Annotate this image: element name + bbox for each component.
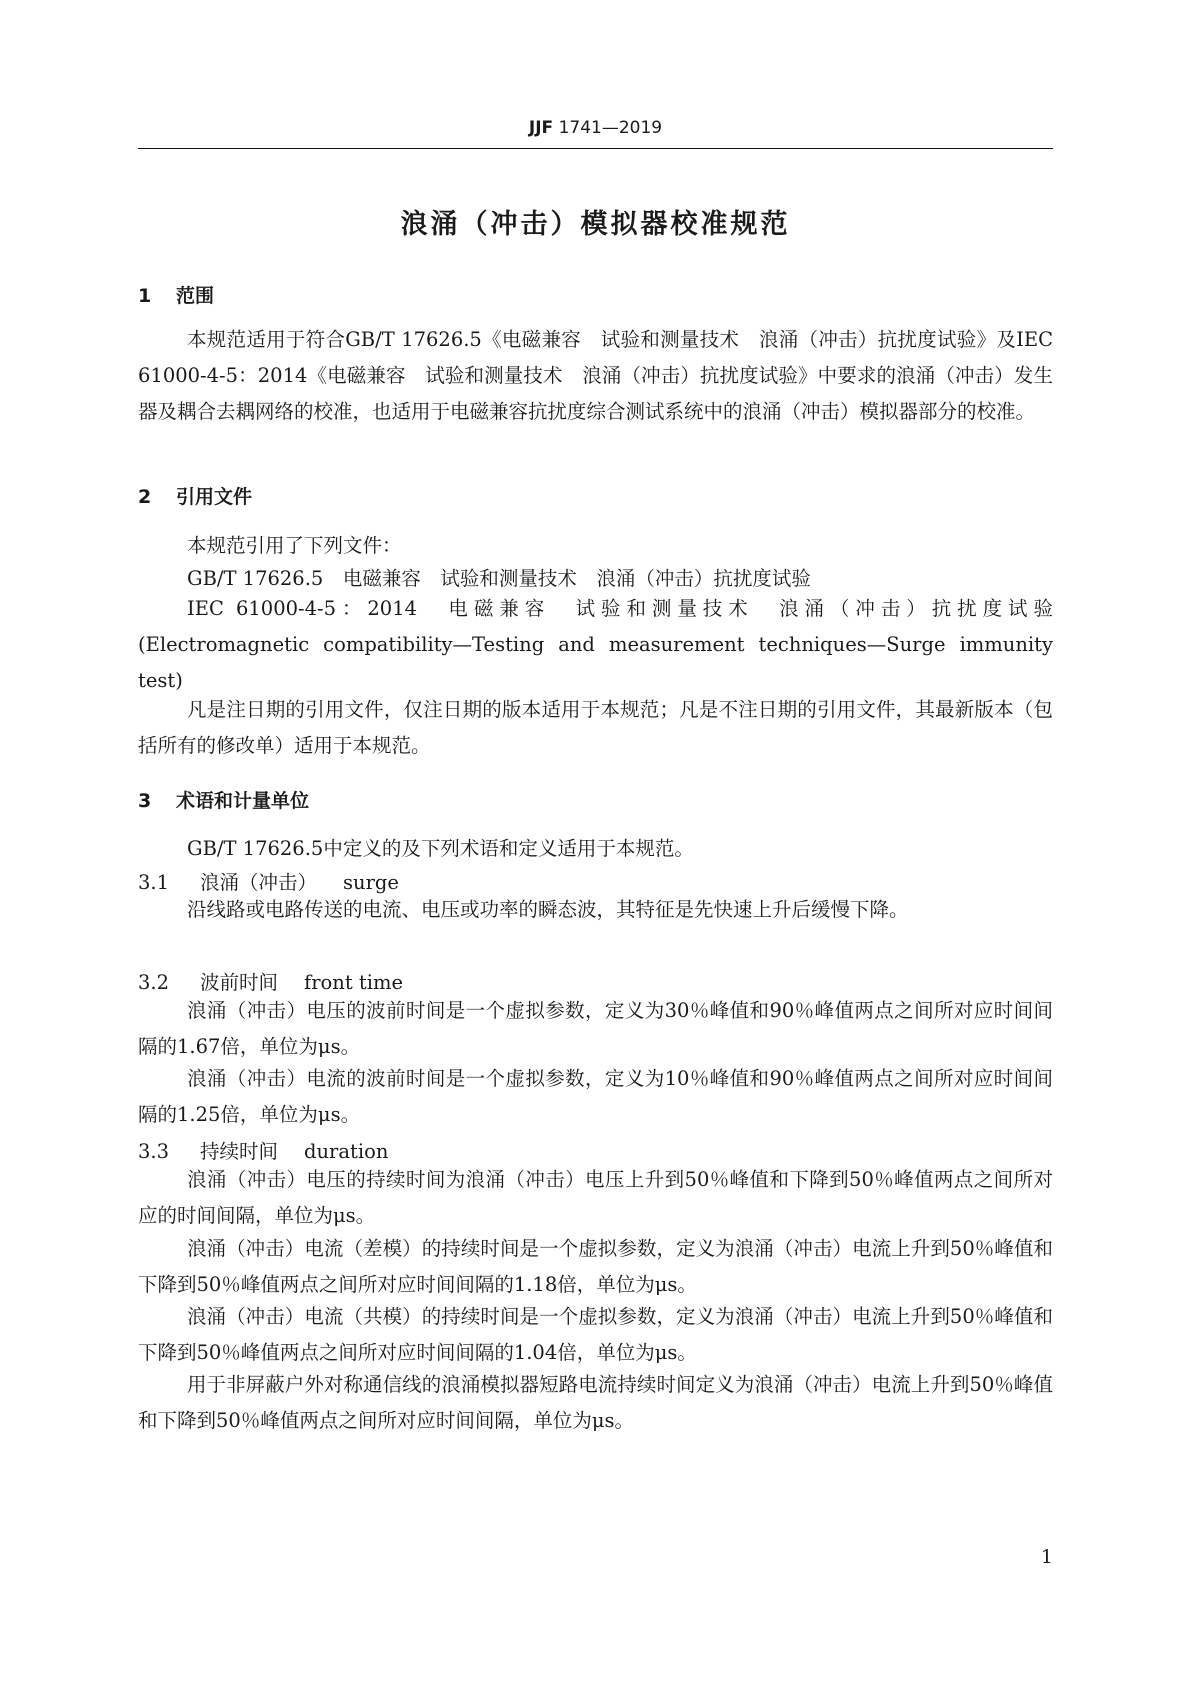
header-code-bold: JJF (528, 118, 554, 138)
terms-intro: GB/T 17626.5中定义的及下列术语和定义适用于本规范。 (187, 837, 694, 860)
page-number: 1 (1040, 1546, 1053, 1568)
term-duration (138, 1136, 388, 1164)
duration-current-common: 浪涌（冲击）电流（共模）的持续时间是一个虚拟参数，定义为浪涌（冲击）电流上升到50％峰值和下降到50％峰值两点之间所对应时间间隔的1.04倍，单位为μs。 (138, 1305, 1053, 1364)
term-zh: 持续时间 (200, 1140, 279, 1163)
header-code: 1741—2019 (558, 118, 663, 138)
section-title: 术语和计量单位 (176, 790, 310, 812)
section-number: 1 (138, 285, 152, 307)
document-title: 浪涌（冲击）模拟器校准规范 (400, 209, 791, 240)
term-zh: 波前时间 (200, 971, 279, 994)
section-heading-2 (138, 482, 252, 509)
front-time-current: 浪涌（冲击）电流的波前时间是一个虚拟参数，定义为10％峰值和90％峰值两点之间所对应时间间隔的1.25倍，单位为μs。 (138, 1067, 1053, 1126)
term-number: 3.3 (138, 1140, 170, 1163)
section-title: 范围 (176, 285, 215, 307)
term-number: 3.1 (138, 871, 170, 894)
section-number: 2 (138, 486, 152, 508)
term-surge (138, 867, 399, 895)
section-heading-3 (138, 786, 309, 813)
section-heading-1 (138, 281, 214, 308)
term-front-time (138, 967, 403, 995)
section-title: 引用文件 (176, 486, 253, 508)
section-number: 3 (138, 790, 152, 812)
ref-iec: IEC 61000-4-5：2014 电磁兼容 试验和测量技术 浪涌（冲击）抗扰度试验(Electromagnetic compatibility—Testing and measurement techniques—Surge immunity test) (138, 597, 1053, 692)
front-time-voltage: 浪涌（冲击）电压的波前时间是一个虚拟参数，定义为30％峰值和90％峰值两点之间所对应时间间隔的1.67倍，单位为μs。 (138, 999, 1053, 1058)
ref-gbt: GB/T 17626.5 电磁兼容 试验和测量技术 浪涌（冲击）抗扰度试验 (187, 567, 811, 590)
refs-note: 凡是注日期的引用文件，仅注日期的版本适用于本规范；凡是不注日期的引用文件，其最新版本（包括所有的修改单）适用于本规范。 (138, 698, 1053, 757)
term-zh: 浪涌（冲击） (200, 871, 318, 894)
duration-unshielded-lines: 用于非屏蔽户外对称通信线的浪涌模拟器短路电流持续时间定义为浪涌（冲击）电流上升到50％峰值和下降到50％峰值两点之间所对应时间间隔，单位为μs。 (138, 1373, 1053, 1432)
duration-current-differential: 浪涌（冲击）电流（差模）的持续时间是一个虚拟参数，定义为浪涌（冲击）电流上升到50％峰值和下降到50％峰值两点之间所对应时间间隔的1.18倍，单位为μs。 (138, 1237, 1053, 1296)
running-header (0, 118, 1191, 138)
header-rule (138, 148, 1053, 149)
duration-voltage: 浪涌（冲击）电压的持续时间为浪涌（冲击）电压上升到50％峰值和下降到50％峰值两点之间所对应的时间间隔，单位为μs。 (138, 1168, 1053, 1227)
term-en: surge (343, 871, 399, 894)
term-en: front time (304, 971, 403, 994)
scope-paragraph: 本规范适用于符合GB/T 17626.5《电磁兼容 试验和测量技术 浪涌（冲击）抗扰度试验》及IEC 61000-4-5：2014《电磁兼容 试验和测量技术 浪涌（冲击）抗扰度试验》中要求的浪涌（冲击）发生器及耦合去耦网络的校准，也适用于电磁兼容抗扰度综合测试系统中的浪涌（冲击）模拟器部分的校准。 (138, 328, 1053, 423)
term-number: 3.2 (138, 971, 170, 994)
term-en: duration (304, 1140, 389, 1163)
refs-intro: 本规范引用了下列文件： (187, 534, 402, 557)
surge-definition: 沿线路或电路传送的电流、电压或功率的瞬态波，其特征是先快速上升后缓慢下降。 (187, 898, 909, 921)
